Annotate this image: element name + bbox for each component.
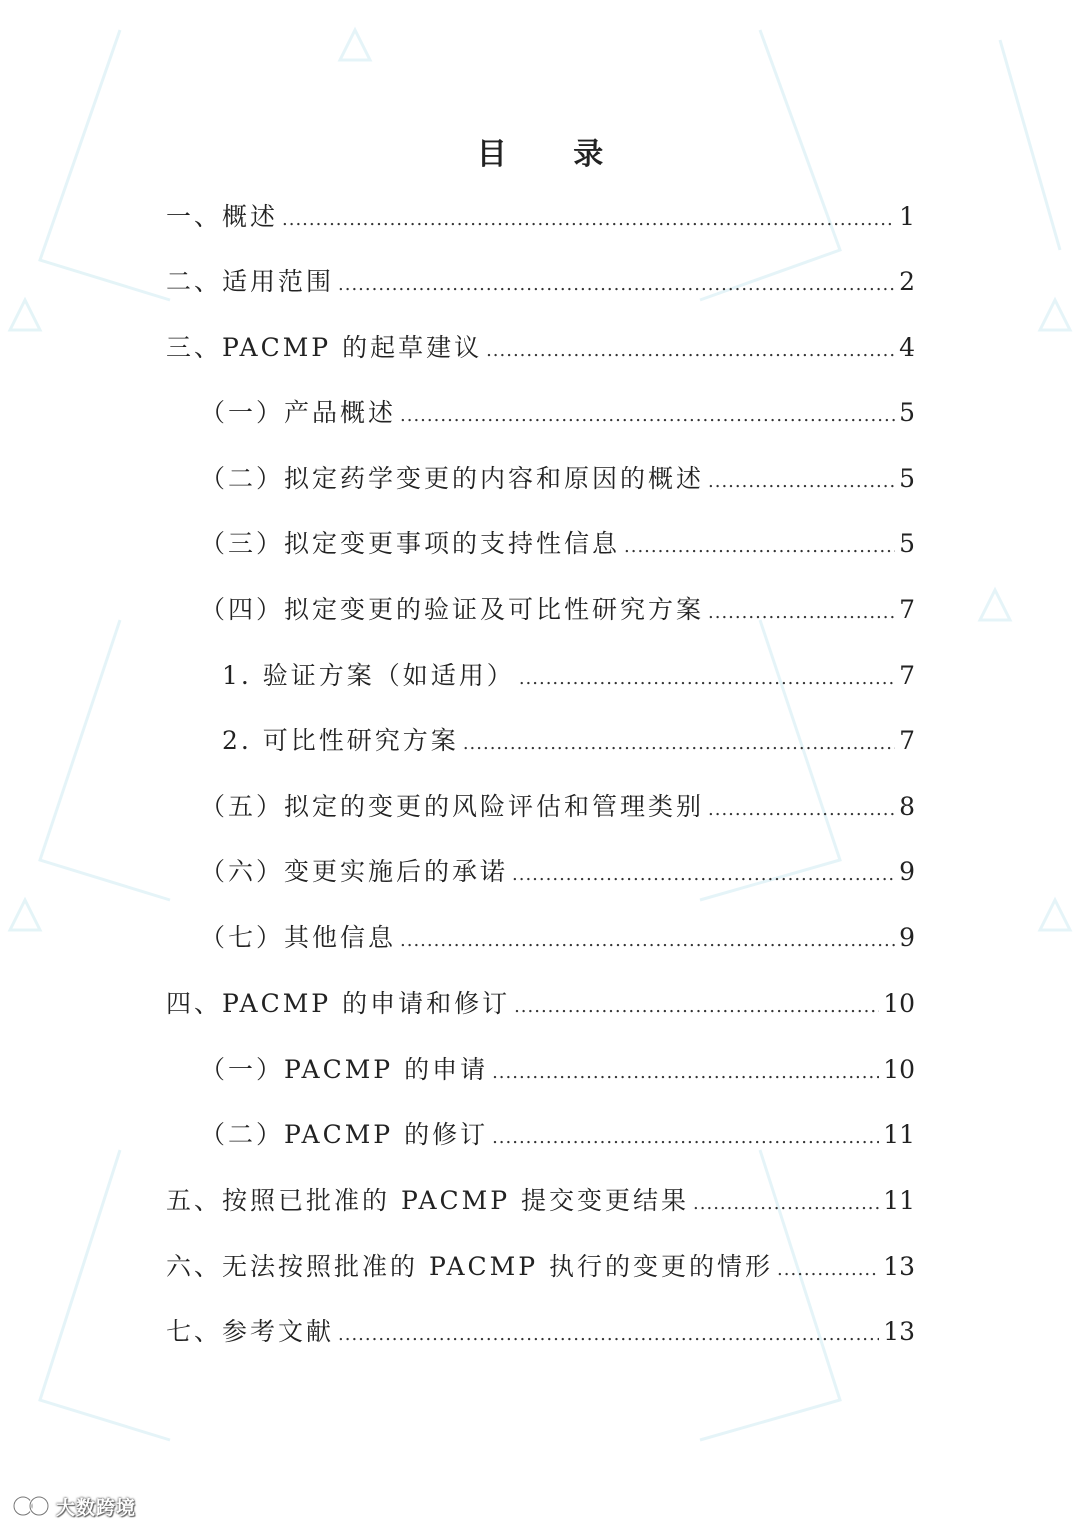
toc-entry-label: （一）产品概述 [200, 398, 397, 427]
toc-leader-dots [512, 855, 895, 895]
toc-entry[interactable] [166, 1312, 915, 1352]
toc-entry-label: 四、PACMP 的申请和修订 [166, 989, 511, 1018]
brand-name: 大数跨境 [56, 1496, 137, 1519]
brand-watermark [10, 1490, 136, 1522]
toc-entry[interactable] [166, 262, 915, 302]
toc-entry[interactable] [200, 524, 915, 564]
toc-entry[interactable] [222, 721, 915, 761]
toc-entry[interactable] [200, 590, 915, 630]
toc-entry-label: 二、适用范围 [166, 267, 335, 296]
toc-entry-page: 7 [899, 661, 915, 690]
toc-entry[interactable] [166, 1247, 915, 1287]
toc-leader-dots [519, 659, 895, 699]
toc-entry-page: 4 [899, 333, 915, 362]
toc-entry[interactable] [200, 1050, 915, 1090]
toc-entry-page: 2 [899, 267, 915, 296]
toc-leader-dots [282, 200, 895, 240]
toc-entry[interactable] [200, 787, 915, 827]
toc-entry-page: 1 [899, 202, 915, 231]
toc-entry[interactable] [166, 197, 915, 237]
toc-entry-page: 5 [899, 398, 915, 427]
brand-logo-icon [10, 1493, 52, 1519]
toc-entry-label: （四）拟定变更的验证及可比性研究方案 [200, 595, 705, 624]
toc-entry-page: 7 [899, 595, 915, 624]
toc-entry-label: （六）变更实施后的承诺 [200, 857, 509, 886]
toc-leader-dots [693, 1184, 879, 1224]
toc-entry-label: （二）PACMP 的修订 [200, 1120, 489, 1149]
toc-entry[interactable] [200, 918, 915, 958]
toc-entry-page: 7 [899, 726, 915, 755]
toc-entry-page: 13 [883, 1252, 915, 1281]
toc-entry-label: 七、参考文献 [166, 1317, 335, 1346]
toc-entry[interactable] [166, 328, 915, 368]
toc-leader-dots [400, 396, 895, 436]
toc-leader-dots [624, 527, 895, 567]
toc-leader-dots [708, 790, 895, 830]
toc-entry[interactable] [166, 984, 915, 1024]
toc-leader-dots [492, 1118, 879, 1158]
toc-leader-dots [708, 462, 895, 502]
toc-leader-dots [338, 1315, 879, 1355]
toc-entry[interactable] [200, 1115, 915, 1155]
toc-entry[interactable] [200, 852, 915, 892]
toc-entry-page: 11 [883, 1186, 915, 1215]
toc-leader-dots [400, 921, 895, 961]
toc-entry-page: 8 [899, 792, 915, 821]
toc-entry-page: 9 [899, 923, 915, 952]
toc-entry-label: 三、PACMP 的起草建议 [166, 333, 483, 362]
toc-entry-label: （二）拟定药学变更的内容和原因的概述 [200, 464, 705, 493]
toc-entry-page: 5 [899, 529, 915, 558]
toc-entry-page: 5 [899, 464, 915, 493]
toc-entry-label: 2. 可比性研究方案 [222, 726, 459, 755]
toc-leader-dots [514, 987, 879, 1027]
toc-entry-page: 13 [883, 1317, 915, 1346]
toc-entry[interactable] [222, 656, 915, 696]
toc-leader-dots [708, 593, 895, 633]
toc-entry-label: （七）其他信息 [200, 923, 397, 952]
toc-entry-page: 10 [883, 989, 915, 1018]
toc-leader-dots [492, 1053, 879, 1093]
toc-leader-dots [463, 724, 895, 764]
toc-entry[interactable] [200, 393, 915, 433]
toc-entry-page: 10 [883, 1055, 915, 1084]
toc-entry-label: 一、概述 [166, 202, 279, 231]
toc-entry-label: （一）PACMP 的申请 [200, 1055, 489, 1084]
toc-leader-dots [777, 1250, 879, 1290]
toc-entry-label: （五）拟定的变更的风险评估和管理类别 [200, 792, 705, 821]
toc-title: 目 录 [476, 137, 632, 172]
toc-entry-label: 五、按照已批准的 PACMP 提交变更结果 [166, 1186, 690, 1215]
toc-entry[interactable] [166, 1181, 915, 1221]
toc-leader-dots [486, 331, 895, 371]
toc-entry-label: 1. 验证方案（如适用） [222, 661, 515, 690]
toc-leader-dots [338, 265, 895, 305]
toc-entry-page: 11 [883, 1120, 915, 1149]
toc-entry[interactable] [200, 459, 915, 499]
toc-entry-label: 六、无法按照批准的 PACMP 执行的变更的情形 [166, 1252, 774, 1281]
toc-entry-page: 9 [899, 857, 915, 886]
toc-entry-label: （三）拟定变更事项的支持性信息 [200, 529, 621, 558]
